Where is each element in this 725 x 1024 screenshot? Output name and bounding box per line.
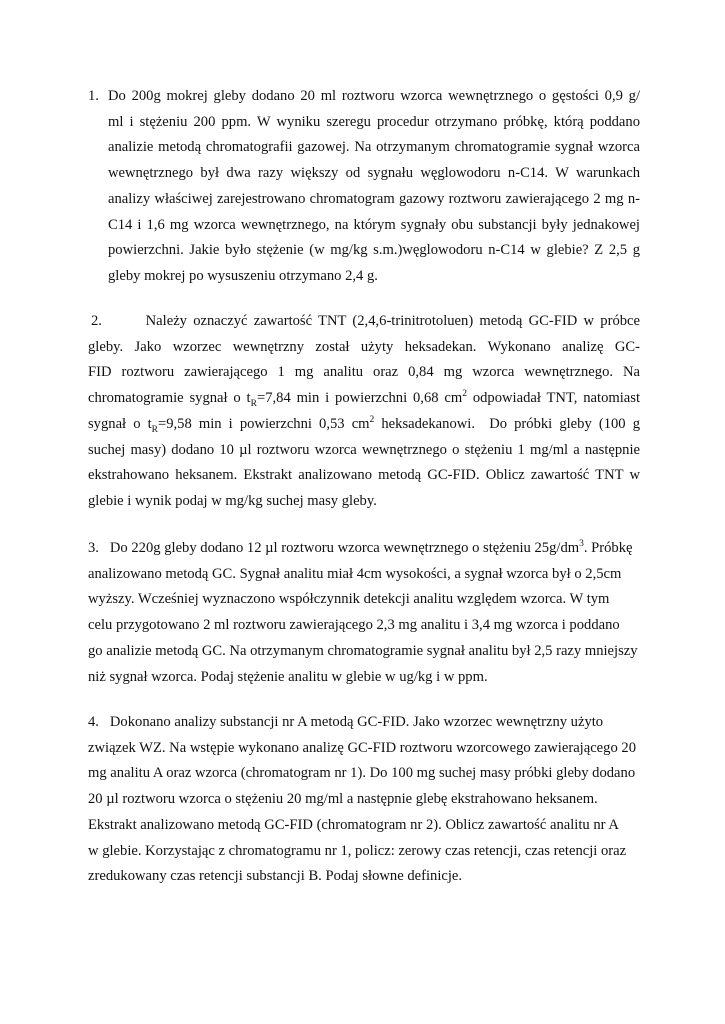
q4-line-6: w glebie. Korzystając z chromatogramu nr 1, policz: zerowy czas retencji, czas retencji oraz [88,842,627,859]
q3-line-2: analizowano metodą GC. Sygnał analitu miał 4cm wysokości, a sygnał wzorca był o 2,5cm [88,565,622,582]
q1-line-2: ml i stężeniu 200 ppm. W wyniku szeregu procedur otrzymano próbkę, którą poddano [108,113,640,130]
q3-paragraph [88,536,640,690]
q2-line-5-sub: R [151,424,158,435]
q2-line-4 [88,386,640,412]
q3-line-1 [88,536,640,562]
q2-line-5-text-b: =9,58 min i powierzchni 0,53 cm [158,415,370,432]
q2-line-5-text-a: sygnał o t [88,415,152,432]
q2-line-4-text-b: =7,84 min i powierzchni 0,68 cm [256,390,463,407]
q1-number: 1. [88,88,99,104]
q1-line-7: powierzchni. Jakie było stężenie (w mg/kg s.m.)węglowodoru n-C14 w glebie? Z 2,5 g [108,242,640,259]
q2-line-1: 2. Należy oznaczyć zawartość TNT (2,4,6-trinitrotoluen) metodą GC-FID w próbce [91,313,640,329]
q3-line-4: celu przygotowano 2 ml roztworu zawierającego 2,3 mg analitu i 3,4 mg wzorca i poddano [88,617,620,634]
q4-line-2: związek WZ. Na wstępie wykonano analizę GC-FID roztworu wzorcowego zawierającego 20 [88,739,636,756]
q4-line-7: zredukowany czas retencji substancji B. Podaj słowne definicje. [88,868,463,885]
q1-paragraph [108,84,640,290]
q2-line-4-sup: 2 [462,389,467,400]
q3-line-1-text-b: . Próbkę [583,540,633,556]
q4-paragraph [88,710,640,890]
q2-line-5 [88,412,640,438]
q2-paragraph [88,309,640,515]
q1-line-8: gleby mokrej po wysuszeniu otrzymano 2,4 g. [108,267,378,284]
q4-line-1: 4. Dokonano analizy substancji nr A metodą GC-FID. Jako wzorzec wewnętrzny użyto [88,714,604,730]
q2-line-4-text-c: odpowiadał TNT, natomiast [466,390,641,407]
q3-line-6: niż sygnał wzorca. Podaj stężenie analitu w glebie w ug/kg i w ppm. [88,668,488,685]
q3-line-1-sup: 3 [579,539,584,550]
q2-line-4-sub: R [250,399,257,410]
q2-line-8: glebie i wynik podaj w mg/kg suchej masy gleby. [88,492,377,509]
q2-line-7: ekstrahowano heksanem. Ekstrakt analizowano metodą GC-FID. Oblicz zawartość TNT w [88,467,640,484]
q2-line-5-sup: 2 [369,414,375,425]
q1-line-4: wewnętrznego był dwa razy większy od sygnału węglowodoru n-C14. W warunkach [108,165,640,182]
q2-line-3: FID roztworu zawierającego 1 mg analitu oraz 0,84 mg wzorca wewnętrznego. Na [88,364,640,381]
q3-line-1-text-a: 3. Do 220g gleby dodano 12 µl roztworu wzorca wewnętrznego o stężeniu 25g/dm [88,540,580,556]
q4-line-3: mg analitu A oraz wzorca (chromatogram nr 1). Do 100 mg suchej masy próbki gleby dodano [88,765,636,782]
q3-line-5: go analizie metodą GC. Na otrzymanym chromatogramie sygnał analitu był 2,5 razy mniejszy [88,642,638,659]
q2-line-5-text-c: heksadekanowi. Do próbki gleby (100 g [374,415,640,432]
q4-line-4: 20 µl roztworu wzorca o stężeniu 20 mg/ml a następnie glebę ekstrahowano heksanem. [88,791,598,808]
q1-line-5: analizy właściwej zarejestrowano chromatogram gazowy roztworu zawierającego 2 mg n- [108,190,640,207]
q1-line-3: analizie metodą chromatografii gazowej. Na otrzymanym chromatogramie sygnał wzorca [108,139,640,156]
q4-line-5: Ekstrakt analizowano metodą GC-FID (chromatogram nr 2). Oblicz zawartość analitu nr A [88,816,619,833]
q2-line-2: gleby. Jako wzorzec wewnętrzny został użyty heksadekan. Wykonano analizę GC- [88,338,640,355]
q2-line-4-text-a: chromatogramie sygnał o t [88,390,251,407]
q1-line-1: Do 200g mokrej gleby dodano 20 ml roztworu wzorca wewnętrznego o gęstości 0,9 g/ [108,88,640,104]
q1-line-6: C14 i 1,6 mg wzorca wewnętrznego, na którym sygnały obu substancji były jednakowej [108,216,640,233]
q3-line-3: wyższy. Wcześniej wyznaczono współczynnik detekcji analitu względem wzorca. W tym [88,591,610,608]
q2-line-6: suchej masy) dodano 10 µl roztworu wzorca wewnętrznego o stężeniu 1 mg/ml a następnie [88,441,640,458]
